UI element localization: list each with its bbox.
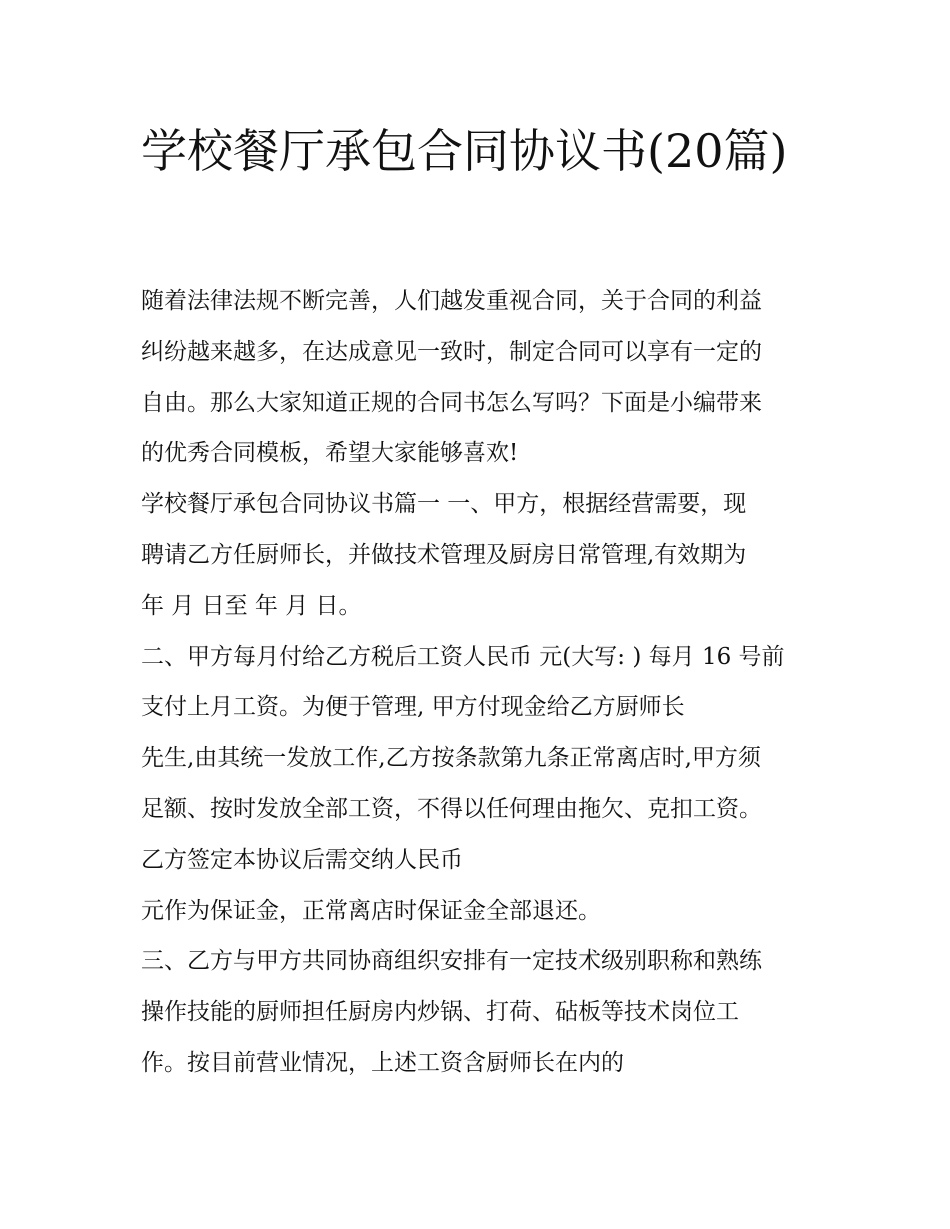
body-line: 自由。那么大家知道正规的合同书怎么写吗？下面是小编带来 <box>141 389 762 416</box>
body-line: 支付上月工资。为便于管理, 甲方付现金给乙方厨师长 <box>141 694 685 721</box>
body-line: 三、乙方与甲方共同协商组织安排有一定技术级别职称和熟练 <box>141 948 762 975</box>
body-line: 随着法律法规不断完善，人们越发重视合同，关于合同的利益 <box>141 288 762 314</box>
body-line: 作。按目前营业情况，上述工资含厨师长在内的 <box>141 1049 624 1076</box>
body-line: 学校餐厅承包合同协议书篇一 一、甲方，根据经营需要，现 <box>141 491 747 518</box>
document-body <box>141 276 821 1089</box>
body-line: 二、甲方每月付给乙方税后工资人民币 元(大写: ) 每月 16 号前 <box>141 643 785 670</box>
body-line: 操作技能的厨师担任厨房内炒锅、打荷、砧板等技术岗位工 <box>141 999 739 1026</box>
body-line: 先生,由其统一发放工作,乙方按条款第九条正常离店时,甲方须 <box>141 745 761 772</box>
body-line: 的优秀合同模板，希望大家能够喜欢! <box>141 440 519 467</box>
body-line: 元作为保证金，正常离店时保证金全部退还。 <box>141 897 601 924</box>
body-line: 年 月 日至 年 月 日。 <box>141 592 362 619</box>
document-title: 学校餐厅承包合同协议书(20篇) <box>141 124 788 178</box>
body-line: 乙方签定本协议后需交纳人民币 <box>141 846 463 873</box>
body-line: 聘请乙方任厨师长，并做技术管理及厨房日常管理,有效期为 <box>141 541 747 568</box>
body-line: 足额、按时发放全部工资，不得以任何理由拖欠、克扣工资。 <box>141 795 762 822</box>
body-line: 纠纷越来越多，在达成意见一致时，制定合同可以享有一定的 <box>141 338 762 365</box>
